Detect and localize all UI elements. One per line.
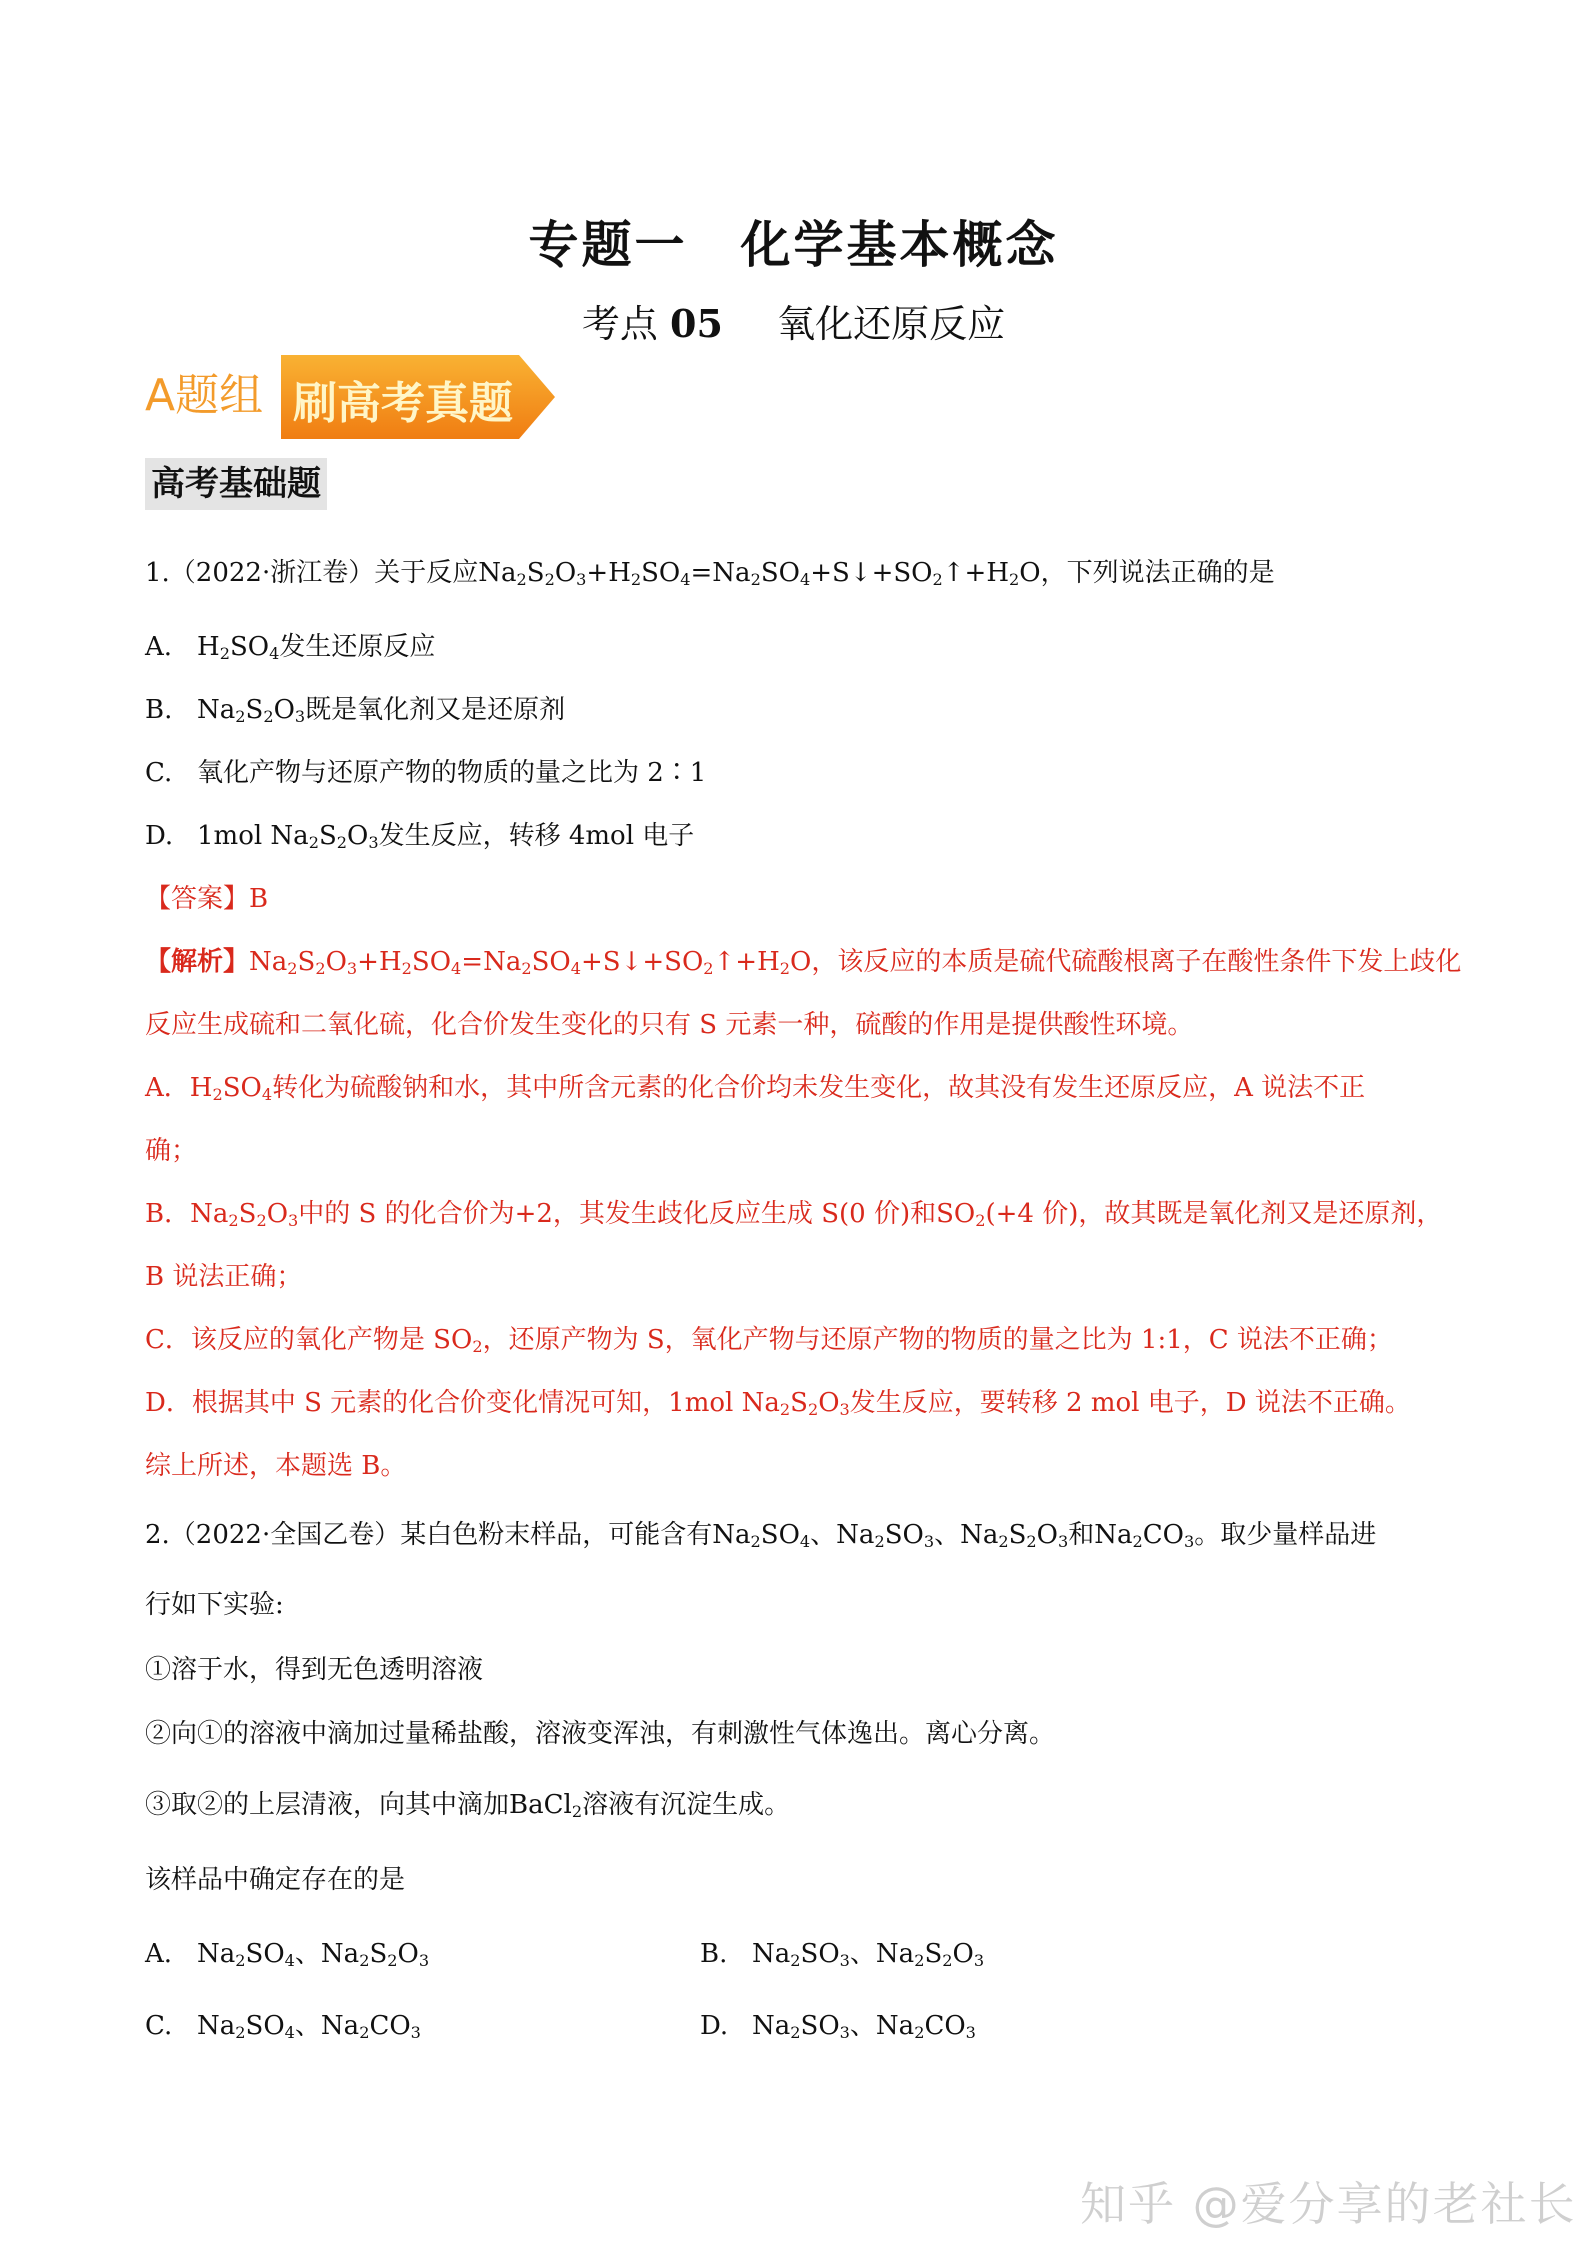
q2-question: 该样品中确定存在的是 [145,1865,406,1895]
subtitle-topic: 氧化还原反应 [777,302,1006,346]
q1-option-b: B. $Na_2S_2O_3$既是氧化剂又是还原剂 [145,695,566,727]
q1-analysis-line-7: C．该反应的氧化产物是 $SO_2$，还原产物为 S，氧化产物与还原产物的物质的量之比为 1:1，C 说法不正确； [145,1325,1393,1357]
q1-option-c: C. 氧化产物与还原产物的物质的量之比为 2∶1 [145,758,707,788]
q1-option-d: D. 1mol $Na_2S_2O_3$发生反应，转移 4mol 电子 [145,821,695,853]
q1-analysis-line-9: 综上所述，本题选 B。 [145,1451,407,1481]
banner-arrow-tag [281,355,555,439]
q2-option-a: A. $Na_2SO_4$、$Na_2S_2O_3$ [145,1939,430,1971]
q1-stem: 1.（2022·浙江卷）关于反应$Na_2S_2O_3+H_2SO_4=Na_2SO_4+S↓+SO_2↑+H_2O$，下列说法正确的是 [145,558,1275,590]
q1-option-a: A. $H_2SO_4$发生还原反应 [145,632,436,664]
q2-step-3: ③取②的上层清液，向其中滴加BaCl$_2$溶液有沉淀生成。 [145,1790,791,1822]
q2-stem-line-2: 行如下实验: [145,1590,284,1620]
page-subtitle [0,293,1587,348]
zhihu-watermark: 知乎 @爱分享的老社长 [1080,2177,1577,2231]
q2-step-2: ②向①的溶液中滴加过量稀盐酸，溶液变浑浊，有刺激性气体逸出。离心分离。 [145,1719,1056,1749]
q1-analysis-line-5: B．$Na_2S_2O_3$中的 S 的化合价为+2，其发生歧化反应生成 S(0 价)和$SO_2(+4$ 价)，故其既是氧化剂又是还原剂， [145,1199,1443,1231]
q2-step-1: ①溶于水，得到无色透明溶液 [145,1655,484,1685]
section-heading: 高考基础题 [145,458,327,510]
question-group-banner [145,355,555,443]
q1-analysis-line-4: 确； [145,1136,198,1166]
subtitle-prefix: 考点 [581,302,658,346]
q1-analysis-line-1: 【解析】$Na_2S_2O_3+H_2SO_4=Na_2SO_4+S↓+SO_2↑+H_2O$，该反应的本质是硫代硫酸根离子在酸性条件下发上歧化 [145,947,1462,979]
banner-tag-label: 刷高考真题 [293,378,513,429]
q1-analysis-line-3: A．$H_2SO_4$转化为硫酸钠和水，其中所含元素的化合价均未发生变化，故其没有发生还原反应，A 说法不正 [145,1073,1366,1105]
q2-option-d: D. $Na_2SO_3$、$Na_2CO_3$ [700,2011,976,2043]
q2-option-b: B. $Na_2SO_3$、$Na_2S_2O_3$ [700,1939,985,1971]
q2-option-c: C. $Na_2SO_4$、$Na_2CO_3$ [145,2011,421,2043]
subtitle-number: 05 [670,301,723,346]
page-title: 专题一 化学基本概念 [528,216,1059,274]
q1-analysis-line-2: 反应生成硫和二氧化硫，化合价发生变化的只有 S 元素一种，硫酸的作用是提供酸性环境。 [145,1010,1194,1040]
banner-group-label: A题组 [145,370,264,421]
q1-analysis-line-8: D．根据其中 S 元素的化合价变化情况可知，1mol $Na_2S_2O_3$发生反应，要转移 2 mol 电子，D 说法不正确。 [145,1388,1411,1420]
q1-analysis-line-6: B 说法正确； [145,1262,303,1292]
q1-answer: 【答案】B [145,884,269,914]
q2-stem: 2.（2022·全国乙卷）某白色粉末样品，可能含有$Na_2SO_4$、$Na_2SO_3$、$Na_2S_2O_3$和$Na_2CO_3$。取少量样品进 [145,1520,1377,1552]
